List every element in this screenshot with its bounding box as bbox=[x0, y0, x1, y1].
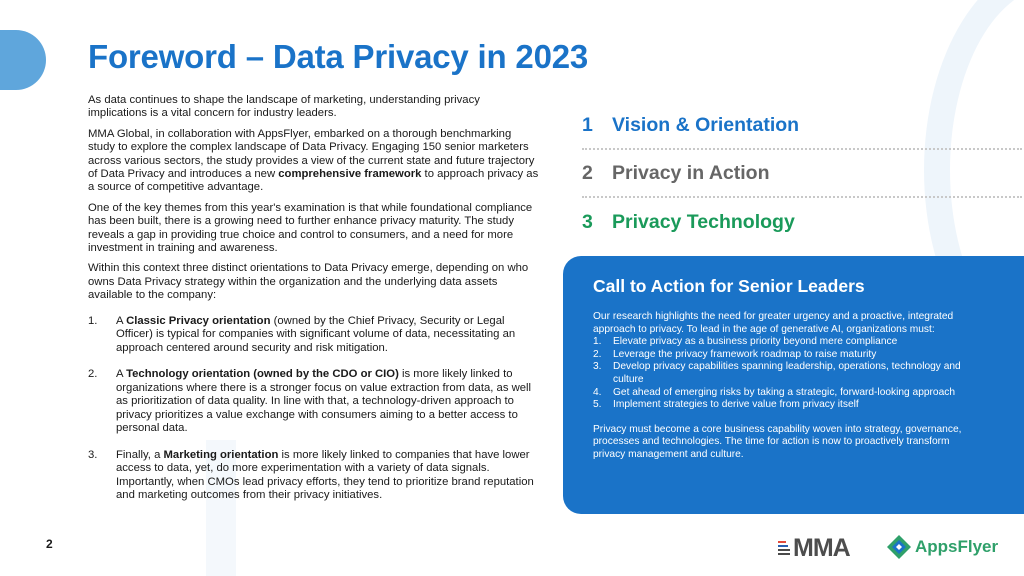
intro-paragraph-3: One of the key themes from this year's examination is that while foundational compliance has been built, there is a growing need to further enhance privacy maturity. The study reveals a gap in providing true choice and control to consumers, and a need for more investment in training and awareness. bbox=[88, 201, 533, 255]
appsflyer-logo: AppsFlyer bbox=[886, 532, 998, 562]
agenda-item-privacy-in-action[interactable]: 2 Privacy in Action bbox=[582, 150, 1022, 198]
cta-title: Call to Action for Senior Leaders bbox=[593, 276, 865, 296]
intro-paragraph-1: As data continues to shape the landscape of marketing, understanding privacy implications is a vital concern for industry leaders. bbox=[88, 94, 480, 120]
cta-list-item: 3. Develop privacy capabilities spanning leadership, operations, technology and culture bbox=[593, 361, 961, 385]
page-number: 2 bbox=[46, 537, 53, 551]
orientation-item: 3. Finally, a Marketing orientation is more likely linked to companies that have lower access to data, yet, do more experimentation with a variety of data signals. Importantly, when CMOs lead privacy efforts, they tend to prioritize brand reputation and marketing outcomes from their privacy initiatives. bbox=[88, 448, 534, 501]
decorative-tab bbox=[0, 30, 46, 90]
page-title: Foreword – Data Privacy in 2023 bbox=[88, 38, 589, 75]
intro-paragraph-4: Within this context three distinct orientations to Data Privacy emerge, depending on who owns Data Privacy strategy within the organization and the underlying data assets available to the company: bbox=[88, 262, 529, 302]
section-agenda bbox=[582, 102, 1022, 246]
cta-list bbox=[593, 336, 973, 412]
mma-logo-icon bbox=[778, 541, 790, 555]
cta-closing: Privacy must become a core business capability woven into strategy, governance, processes and technologies. The time for action is now to proactively transform privacy management and culture. bbox=[593, 423, 962, 460]
foreword-body bbox=[88, 94, 540, 516]
intro-paragraph-2: MMA Global, in collaboration with AppsFlyer, embarked on a thorough benchmarking study to explore the complex landscape of Data Privacy. Engaging 150 senior marketers across various sectors, the study provides a view of the current state and future trajectory of Data Privacy and introduces a new comprehensive framework to approach privacy as a source of competitive advantage. bbox=[88, 127, 539, 194]
agenda-item-privacy-technology[interactable]: 3 Privacy Technology bbox=[582, 210, 795, 233]
cta-body bbox=[593, 311, 973, 462]
call-to-action-panel bbox=[563, 256, 1024, 514]
agenda-item-vision[interactable]: 1 Vision & Orientation bbox=[582, 102, 1022, 150]
cta-list-item: 2. Leverage the privacy framework roadmap to raise maturity bbox=[593, 348, 877, 360]
orientation-item: 2. A Technology orientation (owned by the CDO or CIO) is more likely linked to organizations where there is a stronger focus on value extraction from data, as well as prioritization of data quality. In line with that, a technology-driven approach to privacy prioritizes a value exchange with consumers aiming to a better access to personal data. bbox=[88, 368, 532, 434]
cta-list-item: 5. Implement strategies to derive value from privacy itself bbox=[593, 399, 859, 411]
cta-intro: Our research highlights the need for greater urgency and a proactive, integrated approach to privacy. To lead in the age of generative AI, organizations must: bbox=[593, 311, 954, 335]
cta-list-item: 1. Elevate privacy as a business priority beyond mere compliance bbox=[593, 336, 898, 348]
cta-list-item: 4. Get ahead of emerging risks by taking a strategic, forward-looking approach bbox=[593, 386, 956, 398]
orientation-list bbox=[88, 315, 540, 503]
appsflyer-logo-icon bbox=[886, 534, 912, 560]
mma-logo: MMA bbox=[778, 535, 866, 561]
orientation-item: 1. A Classic Privacy orientation (owned by the Chief Privacy, Security or Legal Officer) is typical for companies with significant volume of data, necessitating an approach centered around security and risk mitigation. bbox=[88, 314, 516, 354]
